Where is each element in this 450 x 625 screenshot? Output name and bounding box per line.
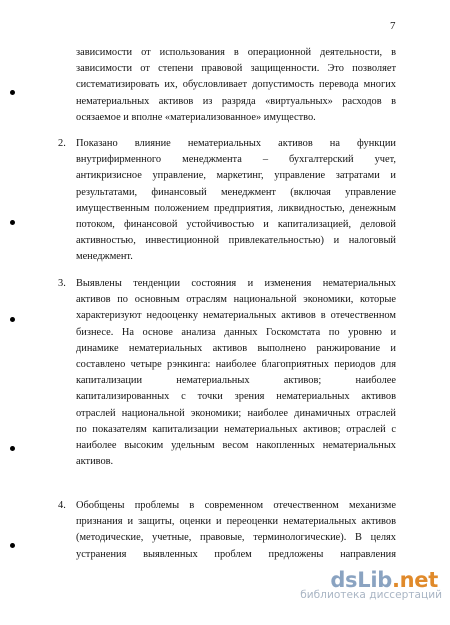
page-number: 7	[390, 20, 396, 32]
text-line: активностью, инвестиционной привлекательностью) и налоговый	[76, 235, 396, 247]
text-line: внутрифирменного менеджмента – бухгалтерский учет,	[76, 154, 396, 166]
text-line: Обобщены проблемы в современном отечественном механизме	[76, 500, 396, 511]
list-item-number: 3.	[58, 278, 66, 289]
list-item-3	[58, 276, 396, 470]
list-item-text	[76, 276, 396, 470]
text-line: результатами, финансовый менеджмент (включая управление	[76, 186, 396, 198]
text-line: наиболее высоким удельным весом накопленных нематериальных	[76, 440, 396, 452]
text-line: динамике нематериальных активов выполнено ранжирование и	[76, 342, 396, 354]
text-line: осязаемое и вполне «материализованное» имущество.	[76, 111, 316, 123]
dslib-watermark	[272, 568, 442, 601]
text-line: нематериальных активов из разряда «виртуальных» расходов в	[76, 95, 396, 107]
margin-dot-1	[10, 90, 15, 95]
text-line: признания и защиты, оценки и переоценки нематериальных активов	[76, 516, 396, 528]
text-line: характеризуют недооценку нематериальных активов в отечественном	[76, 310, 396, 322]
watermark-logo-tld: .net	[391, 568, 438, 592]
text-line: потоком, финансовой устойчивостью и капитализацией, деловой	[76, 219, 396, 231]
list-item-number: 2.	[58, 138, 66, 149]
text-line: систематизировать их, обусловливает допустимость перевода многих	[76, 79, 396, 91]
text-line: устранения выявленных проблем предложены направления	[76, 548, 396, 560]
watermark-subtitle: библиотека диссертаций	[300, 589, 442, 601]
text-line: имущественным положением предприятия, ликвидностью, денежным	[76, 202, 396, 214]
text-line: зависимости от использования в операционной деятельности, в	[76, 47, 396, 58]
text-line: Выявлены тенденции состояния и изменения нематериальных	[76, 278, 396, 289]
margin-dot-2	[10, 220, 15, 225]
text-line: по показателям капитализации нематериальных активов; отраслей с	[76, 423, 396, 435]
text-line: активов.	[76, 456, 114, 468]
list-item-number: 4.	[58, 500, 66, 511]
text-line: Показано влияние нематериальных активов на функции	[76, 138, 396, 149]
margin-dot-3	[10, 317, 15, 322]
list-item-text	[76, 498, 396, 563]
text-line: менеджмент.	[76, 251, 133, 263]
list-item-2	[58, 136, 396, 266]
list-item-text	[76, 136, 396, 266]
text-line: бизнесе. На основе анализа данных Госкомстата по уровню и	[76, 326, 396, 338]
list-item-4	[58, 498, 396, 563]
margin-dot-4	[10, 446, 15, 451]
text-line: активов по основным отраслям национальной экономики, которые	[76, 294, 396, 306]
watermark-logo-main: dsLib	[330, 568, 392, 592]
text-line: капитализированных с точки зрения нематериальных активов	[76, 391, 396, 403]
text-line: (методические, учетные, правовые, терминологические). В целях	[76, 532, 396, 544]
margin-dot-5	[10, 543, 15, 548]
text-line: отраслей национальной экономики; наиболее динамичных отраслей	[76, 407, 396, 419]
text-line: капитализации нематериальных активов; наиболее	[76, 375, 396, 387]
intro-paragraph	[76, 45, 396, 126]
text-line: зависимости от степени правовой защищенности. Это позволяет	[76, 63, 396, 75]
text-line: составлено четыре рэнкинга: наиболее благоприятных периодов для	[76, 359, 396, 371]
text-line: антикризисное управление, маркетинг, управление затратами и	[76, 170, 396, 182]
